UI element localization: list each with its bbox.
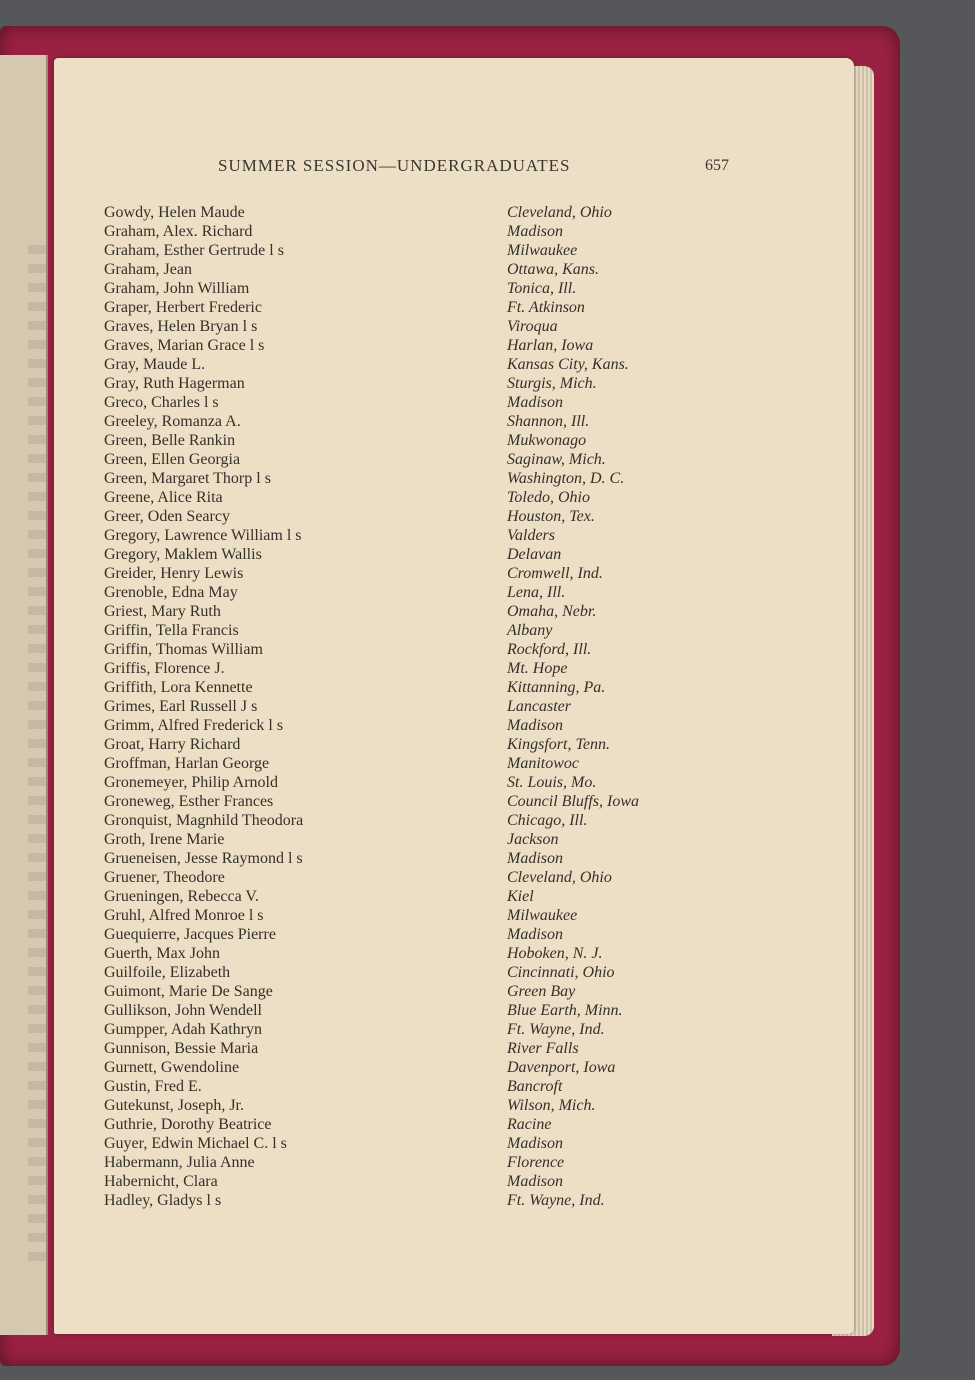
student-name: Graham, John William <box>104 280 250 297</box>
student-hometown: Milwaukee <box>507 242 578 259</box>
directory-entry <box>104 906 744 925</box>
student-hometown: Florence <box>507 1154 565 1171</box>
student-hometown: Albany <box>507 622 553 639</box>
directory-entry <box>104 925 744 944</box>
student-hometown: Council Bluffs, Iowa <box>507 793 639 810</box>
student-name: Gronquist, Magnhild Theodora <box>104 812 304 829</box>
student-name: Graham, Jean <box>104 261 192 278</box>
student-hometown: Toledo, Ohio <box>507 489 590 506</box>
student-hometown: Ft. Atkinson <box>507 299 585 316</box>
directory-entry <box>104 317 744 336</box>
directory-entry <box>104 412 744 431</box>
directory-entry <box>104 507 744 526</box>
student-hometown: Madison <box>507 717 563 734</box>
directory-entry <box>104 336 744 355</box>
student-hometown: Mukwonago <box>507 432 587 449</box>
student-name: Gregory, Lawrence William l s <box>104 527 302 544</box>
directory-entry <box>104 564 744 583</box>
directory-entry <box>104 1134 744 1153</box>
student-name: Green, Belle Rankin <box>104 432 236 449</box>
student-name: Griffith, Lora Kennette <box>104 679 253 696</box>
student-hometown: Saginaw, Mich. <box>507 451 606 468</box>
student-name: Griffin, Tella Francis <box>104 622 239 639</box>
directory-entry <box>104 754 744 773</box>
student-hometown: Madison <box>507 1173 563 1190</box>
student-hometown: Madison <box>507 850 563 867</box>
directory-entry <box>104 241 744 260</box>
student-name: Grimm, Alfred Frederick l s <box>104 717 284 734</box>
directory-entry <box>104 203 744 222</box>
directory-entry <box>104 1039 744 1058</box>
student-name: Grimes, Earl Russell J s <box>104 698 258 715</box>
student-hometown: Cromwell, Ind. <box>507 565 603 582</box>
running-head: SUMMER SESSION—UNDERGRADUATES <box>218 156 571 175</box>
directory-entry <box>104 982 744 1001</box>
student-hometown: Kiel <box>507 888 534 905</box>
student-name: Gunnison, Bessie Maria <box>104 1040 259 1057</box>
directory-entry <box>104 1058 744 1077</box>
directory-entry <box>104 1096 744 1115</box>
student-hometown: Blue Earth, Minn. <box>507 1002 623 1019</box>
directory-entry <box>104 944 744 963</box>
directory-entry <box>104 393 744 412</box>
student-hometown: Tonica, Ill. <box>507 280 577 297</box>
student-hometown: Milwaukee <box>507 907 578 924</box>
student-hometown: Shannon, Ill. <box>507 413 590 430</box>
directory-entry <box>104 773 744 792</box>
student-hometown: Omaha, Nebr. <box>507 603 597 620</box>
student-name: Greeley, Romanza A. <box>104 413 241 430</box>
student-hometown: Ottawa, Kans. <box>507 261 600 278</box>
directory-entry <box>104 450 744 469</box>
student-hometown: Madison <box>507 394 563 411</box>
student-hometown: Lancaster <box>507 698 571 715</box>
directory-entry <box>104 659 744 678</box>
student-name: Guerth, Max John <box>104 945 220 962</box>
student-hometown: Rockford, Ill. <box>507 641 592 658</box>
directory-entry <box>104 621 744 640</box>
student-hometown: Kingsfort, Tenn. <box>507 736 610 753</box>
student-hometown: Hoboken, N. J. <box>507 945 603 962</box>
directory-entry <box>104 868 744 887</box>
student-name: Graves, Marian Grace l s <box>104 337 265 354</box>
student-hometown: Harlan, Iowa <box>507 337 594 354</box>
directory-entry <box>104 792 744 811</box>
directory-entry <box>104 222 744 241</box>
student-name: Graham, Esther Gertrude l s <box>104 242 284 259</box>
student-name: Grueneisen, Jesse Raymond l s <box>104 850 303 867</box>
student-hometown: Chicago, Ill. <box>507 812 588 829</box>
student-hometown: Green Bay <box>507 983 576 1000</box>
student-name: Greene, Alice Rita <box>104 489 223 506</box>
student-hometown: St. Louis, Mo. <box>507 774 597 791</box>
student-name: Groffman, Harlan George <box>104 755 270 772</box>
student-hometown: Mt. Hope <box>507 660 568 677</box>
student-hometown: Washington, D. C. <box>507 470 625 487</box>
student-name: Gruhl, Alfred Monroe l s <box>104 907 264 924</box>
student-hometown: Jackson <box>507 831 559 848</box>
directory-entry <box>104 279 744 298</box>
student-name: Greco, Charles l s <box>104 394 219 411</box>
student-name: Gregory, Maklem Wallis <box>104 546 262 563</box>
student-hometown: Ft. Wayne, Ind. <box>507 1021 605 1038</box>
student-name: Graves, Helen Bryan l s <box>104 318 258 335</box>
student-name: Habernicht, Clara <box>104 1173 218 1190</box>
directory-entry <box>104 830 744 849</box>
directory-entry <box>104 583 744 602</box>
student-name: Guimont, Marie De Sange <box>104 983 273 1000</box>
directory-entry <box>104 374 744 393</box>
student-name: Greer, Oden Searcy <box>104 508 230 525</box>
student-name: Groth, Irene Marie <box>104 831 225 848</box>
directory-entry <box>104 1077 744 1096</box>
student-name: Gullikson, John Wendell <box>104 1002 262 1019</box>
directory-entry <box>104 811 744 830</box>
directory-entry <box>104 526 744 545</box>
student-name: Greider, Henry Lewis <box>104 565 244 582</box>
student-name: Gray, Maude L. <box>104 356 206 373</box>
student-hometown: Madison <box>507 926 563 943</box>
student-name: Gray, Ruth Hagerman <box>104 375 245 392</box>
student-name: Gustin, Fred E. <box>104 1078 202 1095</box>
page-number: 657 <box>705 157 729 174</box>
student-name: Guyer, Edwin Michael C. l s <box>104 1135 287 1152</box>
student-name: Graper, Herbert Frederic <box>104 299 262 316</box>
student-name: Gurnett, Gwendoline <box>104 1059 240 1076</box>
directory-entry <box>104 602 744 621</box>
student-hometown: Madison <box>507 1135 563 1152</box>
student-hometown: Racine <box>507 1116 552 1133</box>
directory-entry <box>104 716 744 735</box>
directory-entry <box>104 355 744 374</box>
student-hometown: Manitowoc <box>507 755 579 772</box>
student-name: Griffis, Florence J. <box>104 660 225 677</box>
student-directory-list <box>104 203 744 1210</box>
student-name: Graham, Alex. Richard <box>104 223 253 240</box>
student-name: Grenoble, Edna May <box>104 584 238 601</box>
student-name: Groneweg, Esther Frances <box>104 793 274 810</box>
student-hometown: Kittanning, Pa. <box>507 679 606 696</box>
student-name: Guilfoile, Elizabeth <box>104 964 231 981</box>
directory-entry <box>104 298 744 317</box>
student-name: Griffin, Thomas William <box>104 641 263 658</box>
directory-entry <box>104 488 744 507</box>
directory-entry <box>104 963 744 982</box>
student-name: Gronemeyer, Philip Arnold <box>104 774 278 791</box>
student-name: Gutekunst, Joseph, Jr. <box>104 1097 244 1114</box>
student-name: Guthrie, Dorothy Beatrice <box>104 1116 272 1133</box>
student-hometown: Kansas City, Kans. <box>507 356 629 373</box>
student-hometown: Lena, Ill. <box>507 584 566 601</box>
student-hometown: Viroqua <box>507 318 558 335</box>
directory-entry <box>104 697 744 716</box>
student-name: Gruener, Theodore <box>104 869 225 886</box>
directory-entry <box>104 1001 744 1020</box>
directory-entry <box>104 1115 744 1134</box>
directory-entry <box>104 887 744 906</box>
student-name: Guequierre, Jacques Pierre <box>104 926 276 943</box>
student-name: Grueningen, Rebecca V. <box>104 888 259 905</box>
directory-entry <box>104 678 744 697</box>
directory-entry <box>104 545 744 564</box>
directory-entry <box>104 1172 744 1191</box>
student-name: Gowdy, Helen Maude <box>104 204 245 221</box>
directory-entry <box>104 1191 744 1210</box>
student-name: Griest, Mary Ruth <box>104 603 221 620</box>
directory-entry <box>104 1020 744 1039</box>
student-hometown: Cleveland, Ohio <box>507 204 612 221</box>
directory-entry <box>104 849 744 868</box>
student-name: Hadley, Gladys l s <box>104 1192 222 1209</box>
directory-entry <box>104 260 744 279</box>
student-hometown: Cincinnati, Ohio <box>507 964 615 981</box>
student-name: Habermann, Julia Anne <box>104 1154 255 1171</box>
facing-page-text-fragment <box>28 245 46 1265</box>
student-name: Gumpper, Adah Kathryn <box>104 1021 262 1038</box>
student-hometown: Davenport, Iowa <box>507 1059 616 1076</box>
directory-entry <box>104 431 744 450</box>
student-hometown: Cleveland, Ohio <box>507 869 612 886</box>
student-hometown: Bancroft <box>507 1078 563 1095</box>
directory-entry <box>104 640 744 659</box>
student-name: Green, Margaret Thorp l s <box>104 470 271 487</box>
facing-page-edge <box>0 55 48 1335</box>
student-hometown: Madison <box>507 223 563 240</box>
directory-entry <box>104 469 744 488</box>
student-name: Green, Ellen Georgia <box>104 451 241 468</box>
student-hometown: Valders <box>507 527 555 544</box>
student-hometown: Delavan <box>507 546 562 563</box>
student-name: Groat, Harry Richard <box>104 736 241 753</box>
student-hometown: Wilson, Mich. <box>507 1097 596 1114</box>
student-hometown: River Falls <box>507 1040 579 1057</box>
student-hometown: Ft. Wayne, Ind. <box>507 1192 605 1209</box>
student-hometown: Sturgis, Mich. <box>507 375 597 392</box>
directory-entry <box>104 1153 744 1172</box>
directory-entry <box>104 735 744 754</box>
student-hometown: Houston, Tex. <box>507 508 595 525</box>
